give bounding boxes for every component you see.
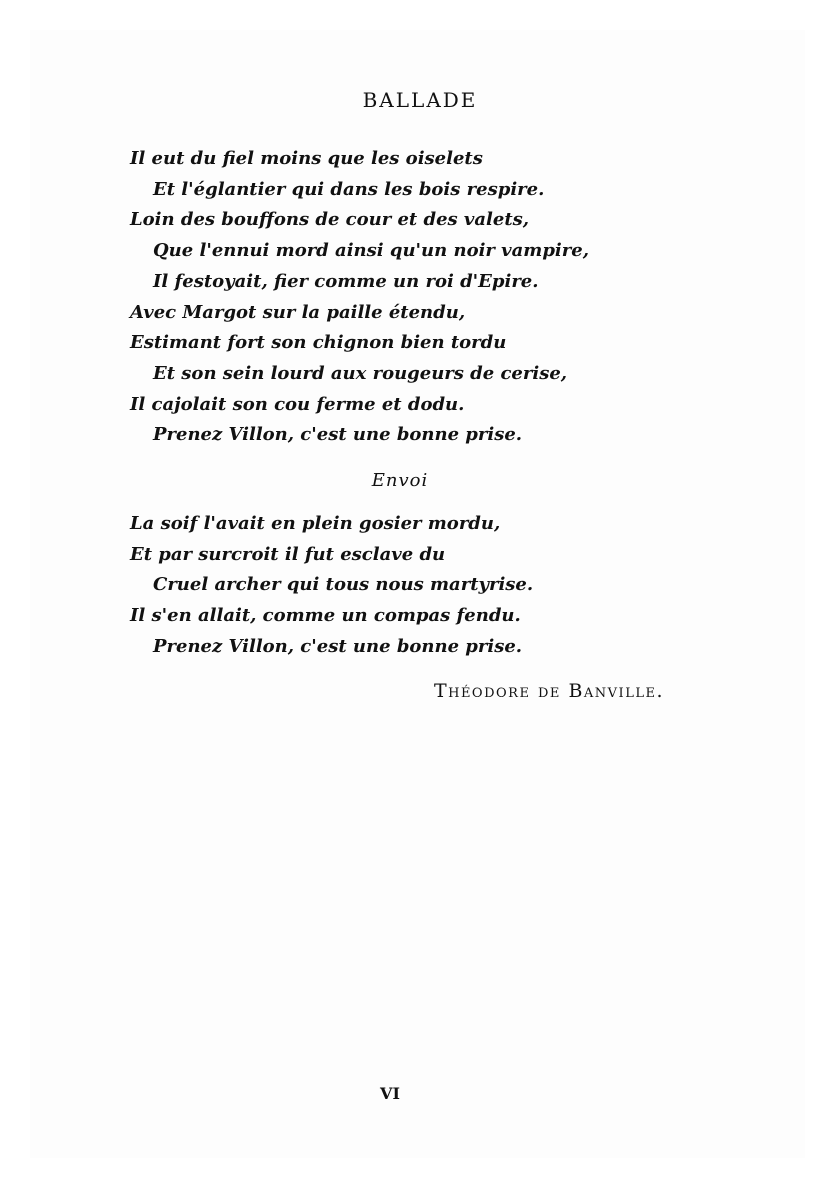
ballade-stanza [130, 144, 589, 451]
verse-line: Il festoyait, fier comme un roi d'Epire. [153, 270, 539, 292]
author-signature: Théodore de Banville. [433, 680, 664, 702]
verse-line: Prenez Villon, c'est une bonne prise. [153, 424, 523, 446]
verse-line: Il eut du fiel moins que les oiselets [130, 148, 483, 169]
verse-line: Et par surcroit il fut esclave du [130, 543, 446, 565]
verse-line: Et son sein lourd aux rougeurs de cerise, [153, 362, 568, 384]
verse-line: Loin des bouffons de cour et des valets, [130, 209, 530, 231]
poem-title: BALLADE [362, 88, 478, 112]
verse-line: Et l'églantier qui dans les bois respire. [153, 178, 545, 200]
verse-line: La soif l'avait en plein gosier mordu, [130, 513, 501, 534]
page-number: VI [380, 1084, 400, 1103]
verse-line: Cruel archer qui tous nous martyrise. [153, 574, 534, 596]
verse-line: Que l'ennui mord ainsi qu'un noir vampire, [153, 240, 589, 262]
envoi-heading: Envoi [371, 470, 429, 491]
envoi-stanza [130, 509, 533, 663]
verse-line: Avec Margot sur la paille étendu, [130, 301, 466, 323]
verse-line: Estimant fort son chignon bien tordu [130, 332, 507, 354]
verse-line: Prenez Villon, c'est une bonne prise. [153, 635, 523, 657]
verse-line: Il cajolait son cou ferme et dodu. [130, 393, 465, 415]
verse-line: Il s'en allait, comme un compas fendu. [130, 605, 521, 627]
